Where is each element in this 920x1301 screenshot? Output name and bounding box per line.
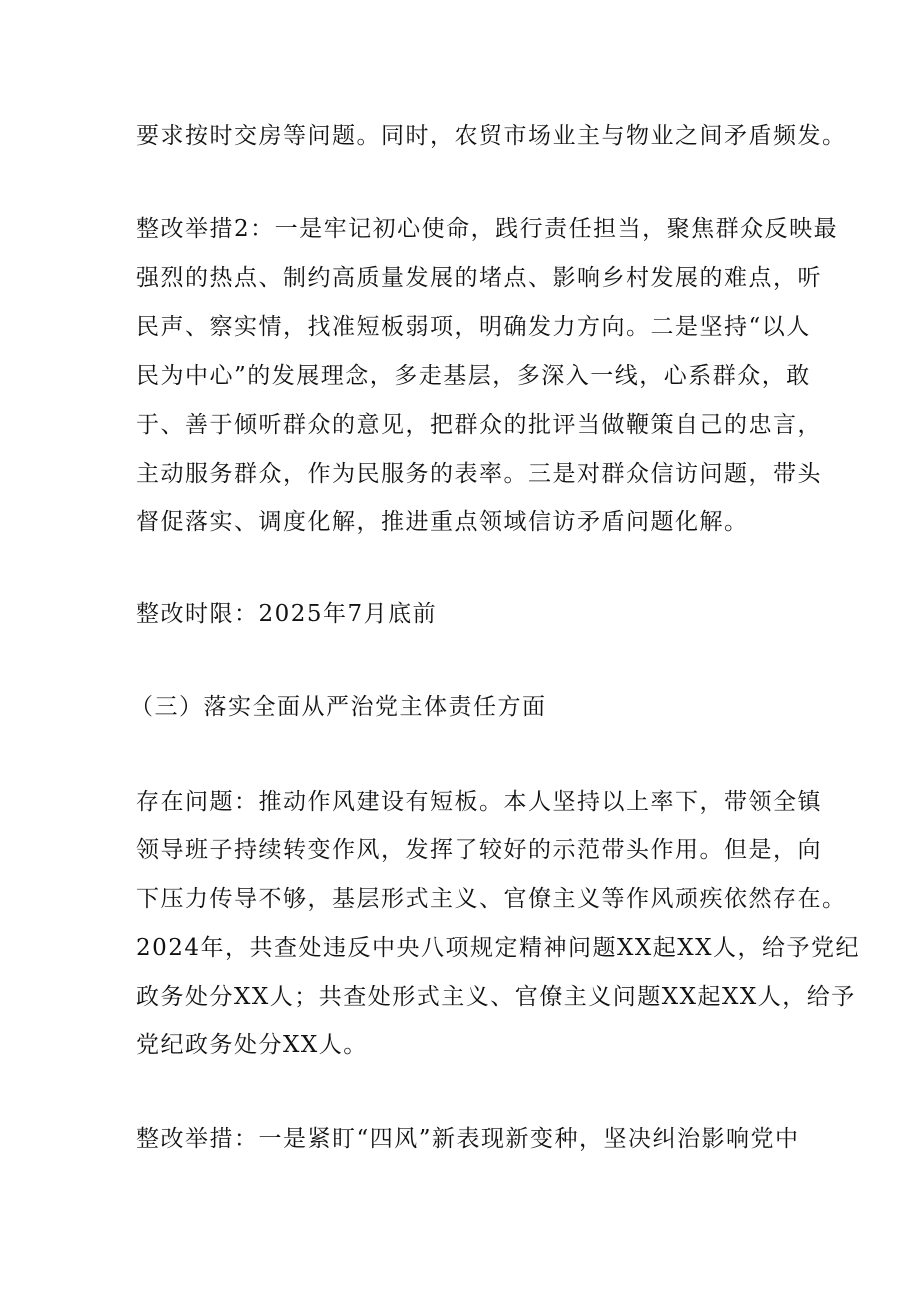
text-line: 2024年，共查处违反中央八项规定精神问题XX起XX人，给予党纪 <box>136 935 861 961</box>
text-line: 强烈的热点、制约高质量发展的堵点、影响乡村发展的难点，听 <box>136 265 822 291</box>
text-line: 整改时限：2025年7月底前 <box>136 601 438 627</box>
text-line: 党纪政务处分XX人。 <box>136 1032 368 1058</box>
text-line: 民为中心”的发展理念，多走基层，多深入一线，心系群众，敢 <box>136 363 811 389</box>
text-line: 下压力传导不够，基层形式主义、官僚主义等作风顽疾依然存在。 <box>136 886 847 912</box>
text-line: 于、善于倾听群众的意见，把群众的批评当做鞭策自己的忠言， <box>136 412 822 438</box>
text-line: 存在问题：推动作风建设有短板。本人坚持以上率下，带领全镇 <box>136 789 822 815</box>
text-line: 民声、察实情，找准短板弱项，明确发力方向。二是坚持“以人 <box>136 314 811 340</box>
text-line: 督促落实、调度化解，推进重点领域信访矛盾问题化解。 <box>136 509 749 535</box>
section-heading: （三）落实全面从严治党主体责任方面 <box>130 694 547 720</box>
text-line: 整改举措：一是紧盯“四风”新表现新变种，坚决纠治影响党中 <box>136 1126 800 1152</box>
text-line: 领导班子持续转变作风，发挥了较好的示范带头作用。但是，向 <box>136 837 822 863</box>
text-line: 主动服务群众，作为民服务的表率。三是对群众信访问题，带头 <box>136 461 822 487</box>
text-line: 政务处分XX人；共查处形式主义、官僚主义问题XX起XX人，给予 <box>136 984 856 1010</box>
text-line: 要求按时交房等问题。同时，农贸市场业主与物业之间矛盾频发。 <box>136 123 847 149</box>
text-line: 整改举措2：一是牢记初心使命，践行责任担当，聚焦群众反映最 <box>136 216 839 242</box>
